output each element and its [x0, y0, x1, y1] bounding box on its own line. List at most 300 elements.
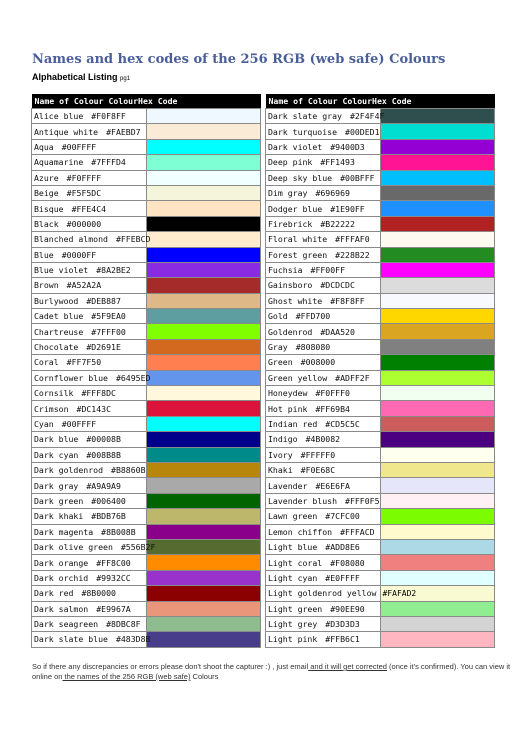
table-row — [32, 278, 261, 293]
colour-swatch — [380, 586, 495, 601]
colour-swatch — [380, 447, 495, 462]
colour-name-cell — [266, 401, 381, 416]
colour-name-cell — [32, 632, 151, 647]
colour-name-cell — [32, 509, 147, 524]
colour-swatch — [146, 386, 261, 401]
colour-hex: #00DED1 — [345, 126, 380, 137]
table-row — [266, 201, 495, 216]
colour-name: Dark green — [34, 495, 84, 506]
colour-hex: #008000 — [300, 357, 336, 368]
colour-hex: #00BFFF — [340, 172, 375, 183]
colour-name: Bisque — [34, 203, 64, 214]
table-row — [32, 355, 261, 370]
table-row — [32, 232, 261, 247]
colour-hex: #FFF0F5 — [345, 495, 380, 506]
colour-hex: #FF7F50 — [66, 357, 102, 368]
colour-name-cell — [32, 478, 147, 493]
colour-hex: #8B008B — [101, 526, 136, 537]
table-header: Name of Colour ColourHex Code — [266, 94, 495, 109]
footer-note — [32, 662, 512, 682]
colour-name: Blanched almond — [34, 234, 108, 245]
table-row — [266, 586, 495, 601]
table-row — [266, 555, 495, 570]
colour-swatch — [380, 493, 495, 508]
colour-name-cell — [266, 586, 381, 601]
colour-name-cell — [32, 109, 147, 124]
table-row — [266, 632, 495, 647]
colour-table-right — [265, 94, 495, 648]
colour-swatch — [380, 232, 495, 247]
table-row — [266, 247, 495, 262]
colour-name: Indigo — [268, 434, 298, 445]
table-row — [32, 586, 261, 601]
colour-hex: #DAA520 — [320, 326, 355, 337]
colour-name: Dark gray — [34, 480, 79, 491]
colour-swatch — [380, 401, 495, 416]
colour-hex: #808080 — [295, 342, 331, 353]
colour-swatch — [380, 524, 495, 539]
colour-name-cell — [32, 401, 147, 416]
correction-link[interactable]: and it will get corrected — [308, 662, 387, 671]
colour-hex: #FF8C00 — [96, 557, 131, 568]
table-row — [32, 524, 261, 539]
colour-name-cell — [32, 232, 151, 247]
table-row — [32, 509, 261, 524]
colour-name: Dark blue — [34, 434, 79, 445]
table-row — [266, 539, 495, 554]
colour-name-cell — [266, 632, 381, 647]
colour-hex: #E9967A — [96, 603, 131, 614]
colour-name: Gainsboro — [268, 280, 313, 291]
colour-name: Light coral — [268, 557, 323, 568]
table-row — [266, 155, 495, 170]
table-row — [266, 432, 495, 447]
colour-name-cell — [32, 616, 147, 631]
colour-name: Dark magenta — [34, 526, 94, 537]
table-row — [266, 416, 495, 431]
colour-swatch — [146, 185, 261, 200]
colour-name-cell — [32, 124, 147, 139]
colour-swatch — [380, 293, 495, 308]
colour-hex: #F0FFFF — [66, 172, 102, 183]
colour-hex: #FF1493 — [320, 157, 355, 168]
colour-hex: #FFFFF0 — [300, 449, 336, 460]
colour-hex: #4B0082 — [305, 434, 341, 445]
colour-name-cell — [32, 447, 147, 462]
colour-name: Cyan — [34, 419, 54, 429]
colour-name: Light pink — [268, 634, 318, 645]
colour-hex: #7CFC00 — [325, 511, 360, 522]
table-row — [32, 555, 261, 570]
colour-name: Floral white — [268, 234, 328, 245]
colour-hex: #228B22 — [335, 249, 370, 260]
colour-hex: #90EE90 — [330, 603, 365, 614]
colour-name: Chocolate — [34, 342, 79, 353]
colour-swatch — [146, 632, 261, 647]
colour-name-cell — [32, 339, 147, 354]
colour-name: Light cyan — [268, 572, 318, 583]
colour-swatch — [146, 370, 261, 385]
colour-swatch — [146, 401, 261, 416]
colour-hex: #9932CC — [96, 572, 131, 583]
colour-name-cell — [266, 124, 381, 139]
colour-name: Dark slate blue — [34, 634, 108, 645]
colour-name: Green yellow — [268, 372, 328, 383]
colour-swatch — [146, 247, 261, 262]
table-row — [266, 601, 495, 616]
table-row — [266, 370, 495, 385]
colour-hex: #FFB6C1 — [325, 634, 360, 645]
colour-name-cell — [266, 386, 381, 401]
colour-swatch — [146, 586, 261, 601]
colour-name: Dark orchid — [34, 572, 89, 583]
colour-name: Light green — [268, 603, 323, 614]
colour-swatch — [380, 155, 495, 170]
colour-swatch — [146, 139, 261, 154]
colour-hex: #ADD8E6 — [325, 542, 360, 553]
table-row — [32, 539, 261, 554]
colour-name: Gold — [268, 311, 288, 322]
colour-hex: #DCDCDC — [320, 280, 355, 291]
colour-name: Indian red — [268, 419, 318, 429]
footer-text: (once it's confirmed). You can view it online on — [32, 662, 511, 681]
colour-name: Hot pink — [268, 403, 308, 414]
colour-name-cell — [266, 478, 381, 493]
colour-name-cell — [266, 616, 381, 631]
colour-name-cell — [32, 370, 151, 385]
colour-swatch — [380, 247, 495, 262]
table-row — [266, 339, 495, 354]
colour-name: Beige — [34, 188, 59, 199]
colour-hex: #2F4F4F — [349, 111, 385, 122]
colour-name: Light goldenrod yellow — [268, 588, 377, 599]
table-row — [266, 524, 495, 539]
colour-name: Dark turquoise — [268, 126, 338, 137]
table-row — [266, 232, 495, 247]
colour-name: Cornsilk — [34, 388, 74, 399]
page-title: Names and hex codes of the 256 RGB (web safe) Colours — [32, 52, 446, 67]
colour-name-cell — [32, 170, 147, 185]
table-row — [266, 478, 495, 493]
colour-name: Deep pink — [268, 157, 313, 168]
colour-swatch — [380, 324, 495, 339]
colour-hex: #FF69B4 — [315, 403, 350, 414]
colour-name: Blue violet — [34, 265, 89, 276]
colour-hex: #BDB76B — [91, 511, 126, 522]
colour-name: Burlywood — [34, 295, 79, 306]
colour-swatch — [380, 416, 495, 431]
colour-name: Gray — [268, 342, 288, 353]
page-label: pg1 — [120, 76, 131, 82]
colour-hex: #F5F5DC — [66, 188, 102, 199]
colour-name: Black — [34, 218, 59, 229]
colour-hex: #00008B — [86, 434, 121, 445]
colour-name-cell — [32, 247, 147, 262]
colour-swatch — [146, 155, 261, 170]
colour-name-cell — [32, 216, 147, 231]
colour-name: Lavender — [268, 480, 308, 491]
table-row — [266, 293, 495, 308]
colour-swatch — [146, 447, 261, 462]
colour-swatch — [146, 616, 261, 631]
colour-hex: #6495ED — [115, 372, 151, 383]
colour-hex: #FFD700 — [295, 311, 331, 322]
table-row — [32, 601, 261, 616]
table-row — [32, 616, 261, 631]
colour-name: Chartreuse — [34, 326, 84, 337]
footer-text: So if there any discrepancies or errors please don't shoot the capturer :) , just email — [32, 662, 309, 671]
table-row — [32, 262, 261, 277]
colour-name-cell — [32, 524, 147, 539]
table-row — [266, 386, 495, 401]
colour-swatch — [380, 309, 495, 324]
colour-name: Green — [268, 357, 293, 368]
colour-swatch — [146, 509, 261, 524]
colour-name: Dark salmon — [34, 603, 89, 614]
colour-hex: #FAEBD7 — [106, 126, 141, 137]
colour-hex: #F8F8FF — [330, 295, 365, 306]
colour-swatch — [146, 309, 261, 324]
table-row — [32, 170, 261, 185]
colour-name-cell — [266, 139, 381, 154]
colour-swatch — [146, 170, 261, 185]
colour-name-cell — [266, 109, 385, 124]
table-row — [32, 324, 261, 339]
colour-hex: #00FFFF — [61, 419, 97, 429]
table-row — [32, 416, 261, 431]
table-row — [266, 509, 495, 524]
colour-swatch — [146, 524, 261, 539]
colour-name: Cornflower blue — [34, 372, 108, 383]
colour-name: Dark violet — [268, 141, 323, 152]
colour-name: Honeydew — [268, 388, 308, 399]
colour-name-cell — [266, 493, 381, 508]
colour-name-cell — [32, 155, 147, 170]
colour-name-cell — [266, 309, 381, 324]
colour-name-cell — [266, 601, 381, 616]
colour-name-cell — [32, 324, 147, 339]
colour-swatch — [146, 601, 261, 616]
colour-name: Brown — [34, 280, 59, 291]
colour-name: Lemon chiffon — [268, 526, 333, 537]
colour-hex: #B22222 — [320, 218, 355, 229]
colour-swatch — [146, 124, 261, 139]
colour-name-cell — [32, 185, 147, 200]
colour-swatch — [146, 432, 261, 447]
colour-hex: #CD5C5C — [325, 419, 360, 429]
colour-hex: #0000FF — [61, 249, 97, 260]
swatch-hex: #FAFAD2 — [382, 588, 417, 598]
colour-name: Khaki — [268, 465, 293, 476]
colour-hex: #FF00FF — [310, 265, 346, 276]
colour-name-cell — [266, 539, 381, 554]
colour-swatch — [380, 616, 495, 631]
colour-table-left — [31, 94, 261, 648]
table-row — [32, 155, 261, 170]
colour-swatch — [380, 478, 495, 493]
table-row — [32, 309, 261, 324]
table-row — [266, 139, 495, 154]
colour-name-cell — [32, 293, 147, 308]
colour-name: Antique white — [34, 126, 99, 137]
colour-name-cell — [266, 216, 381, 231]
colour-hex: #8B0000 — [81, 588, 116, 599]
table-row — [266, 462, 495, 477]
colour-name: Dark red — [34, 588, 74, 599]
colour-swatch — [146, 324, 261, 339]
colour-name-cell — [266, 170, 381, 185]
colour-swatch — [146, 339, 261, 354]
colour-name-cell — [266, 355, 381, 370]
colour-name: Lawn green — [268, 511, 318, 522]
colour-swatch — [380, 139, 495, 154]
colour-hex: #9400D3 — [330, 141, 365, 152]
colour-name-cell — [32, 493, 147, 508]
colour-hex: #E0FFFF — [325, 572, 360, 583]
colour-hex: #7FFFD4 — [91, 157, 126, 168]
colour-swatch — [380, 432, 495, 447]
colour-name: Dark seagreen — [34, 619, 99, 630]
colour-name-cell — [32, 432, 147, 447]
colour-hex: #F0F8FF — [91, 111, 126, 122]
colours-page-link[interactable]: the names of the 256 RGB (web safe) — [62, 672, 191, 681]
colour-hex: #ADFF2F — [335, 372, 370, 383]
colour-swatch — [380, 216, 495, 231]
table-row — [32, 201, 261, 216]
colour-hex: #556B2F — [120, 542, 156, 553]
colour-hex: #FFF8DC — [81, 388, 116, 399]
colour-name: Coral — [34, 357, 59, 368]
colour-name-cell — [32, 586, 147, 601]
colour-hex: #FFEBCD — [115, 234, 151, 245]
colour-name-cell — [32, 139, 147, 154]
colour-name-cell — [266, 462, 381, 477]
colour-hex: #FFFAF0 — [335, 234, 370, 245]
page-subtitle — [32, 72, 130, 82]
colour-swatch — [380, 185, 495, 200]
colour-hex: #A9A9A9 — [86, 480, 121, 491]
table-row — [32, 185, 261, 200]
table-row — [32, 432, 261, 447]
colour-name-cell — [32, 539, 156, 554]
colour-swatch — [380, 570, 495, 585]
colour-hex: #5F9EA0 — [91, 311, 126, 322]
colour-swatch — [146, 109, 261, 124]
table-row — [266, 262, 495, 277]
colour-name: Dim gray — [268, 188, 308, 199]
table-row — [266, 278, 495, 293]
colour-name: Deep sky blue — [268, 172, 333, 183]
colour-hex: #F0E68C — [300, 465, 336, 476]
colour-hex: #006400 — [91, 495, 126, 506]
colour-hex: #DEB887 — [86, 295, 121, 306]
colour-name-cell — [266, 570, 381, 585]
colour-swatch — [146, 493, 261, 508]
colour-name-cell — [266, 262, 381, 277]
colour-swatch — [380, 370, 495, 385]
colour-name-cell — [32, 262, 147, 277]
colour-name-cell — [266, 232, 381, 247]
colour-swatch — [146, 539, 261, 554]
colour-name-cell — [32, 201, 147, 216]
table-row — [266, 493, 495, 508]
colour-name: Dark goldenrod — [34, 465, 104, 476]
colour-name: Ghost white — [268, 295, 323, 306]
table-row — [266, 324, 495, 339]
table-header: Name of Colour ColourHex Code — [32, 94, 261, 109]
colour-swatch — [146, 570, 261, 585]
table-row — [32, 447, 261, 462]
colour-name-cell — [32, 386, 147, 401]
footer-text: Colours — [190, 672, 219, 681]
colour-name-cell — [266, 247, 381, 262]
colour-swatch — [146, 293, 261, 308]
colour-swatch — [146, 478, 261, 493]
table-row — [266, 570, 495, 585]
colour-hex: #7FFF00 — [91, 326, 126, 337]
colour-hex: #B8860B — [111, 465, 146, 476]
table-row — [266, 447, 495, 462]
colour-name-cell — [266, 278, 381, 293]
colour-swatch — [380, 109, 495, 124]
colour-swatch — [146, 416, 261, 431]
colour-name: Azure — [34, 172, 59, 183]
colour-name: Firebrick — [268, 218, 313, 229]
table-row — [32, 478, 261, 493]
colour-name-cell — [32, 570, 147, 585]
colour-name-cell — [266, 555, 381, 570]
colour-swatch — [146, 262, 261, 277]
colour-name-cell — [32, 355, 147, 370]
colour-hex: #000000 — [66, 218, 102, 229]
colour-name-cell — [32, 278, 147, 293]
colour-name-cell — [266, 339, 381, 354]
colour-hex: #D2691E — [86, 342, 121, 353]
colour-name-cell — [32, 462, 147, 477]
table-row — [32, 493, 261, 508]
table-row — [32, 462, 261, 477]
colour-swatch — [380, 339, 495, 354]
table-row — [32, 124, 261, 139]
table-row — [32, 370, 261, 385]
colour-swatch — [380, 632, 495, 647]
colour-swatch — [380, 278, 495, 293]
colour-hex: #F08080 — [330, 557, 365, 568]
table-row — [32, 139, 261, 154]
table-row — [32, 386, 261, 401]
table-row — [266, 170, 495, 185]
colour-name-cell — [266, 155, 381, 170]
colour-name: Blue — [34, 249, 54, 260]
colour-hex: #8A2BE2 — [96, 265, 131, 276]
colour-name-cell — [266, 416, 381, 431]
table-row — [32, 632, 261, 647]
colour-name: Aquamarine — [34, 157, 84, 168]
colour-hex: #DC143C — [76, 403, 112, 414]
colour-hex: #483D8B — [115, 634, 151, 645]
colour-name: Aqua — [34, 141, 54, 152]
colour-swatch — [146, 355, 261, 370]
table-row — [32, 570, 261, 585]
colour-swatch — [380, 601, 495, 616]
table-row — [266, 185, 495, 200]
colour-swatch — [146, 278, 261, 293]
colour-hex: #F0FFF0 — [315, 388, 350, 399]
table-row — [266, 124, 495, 139]
colour-swatch — [146, 462, 261, 477]
colour-name: Ivory — [268, 449, 293, 460]
table-row — [32, 109, 261, 124]
